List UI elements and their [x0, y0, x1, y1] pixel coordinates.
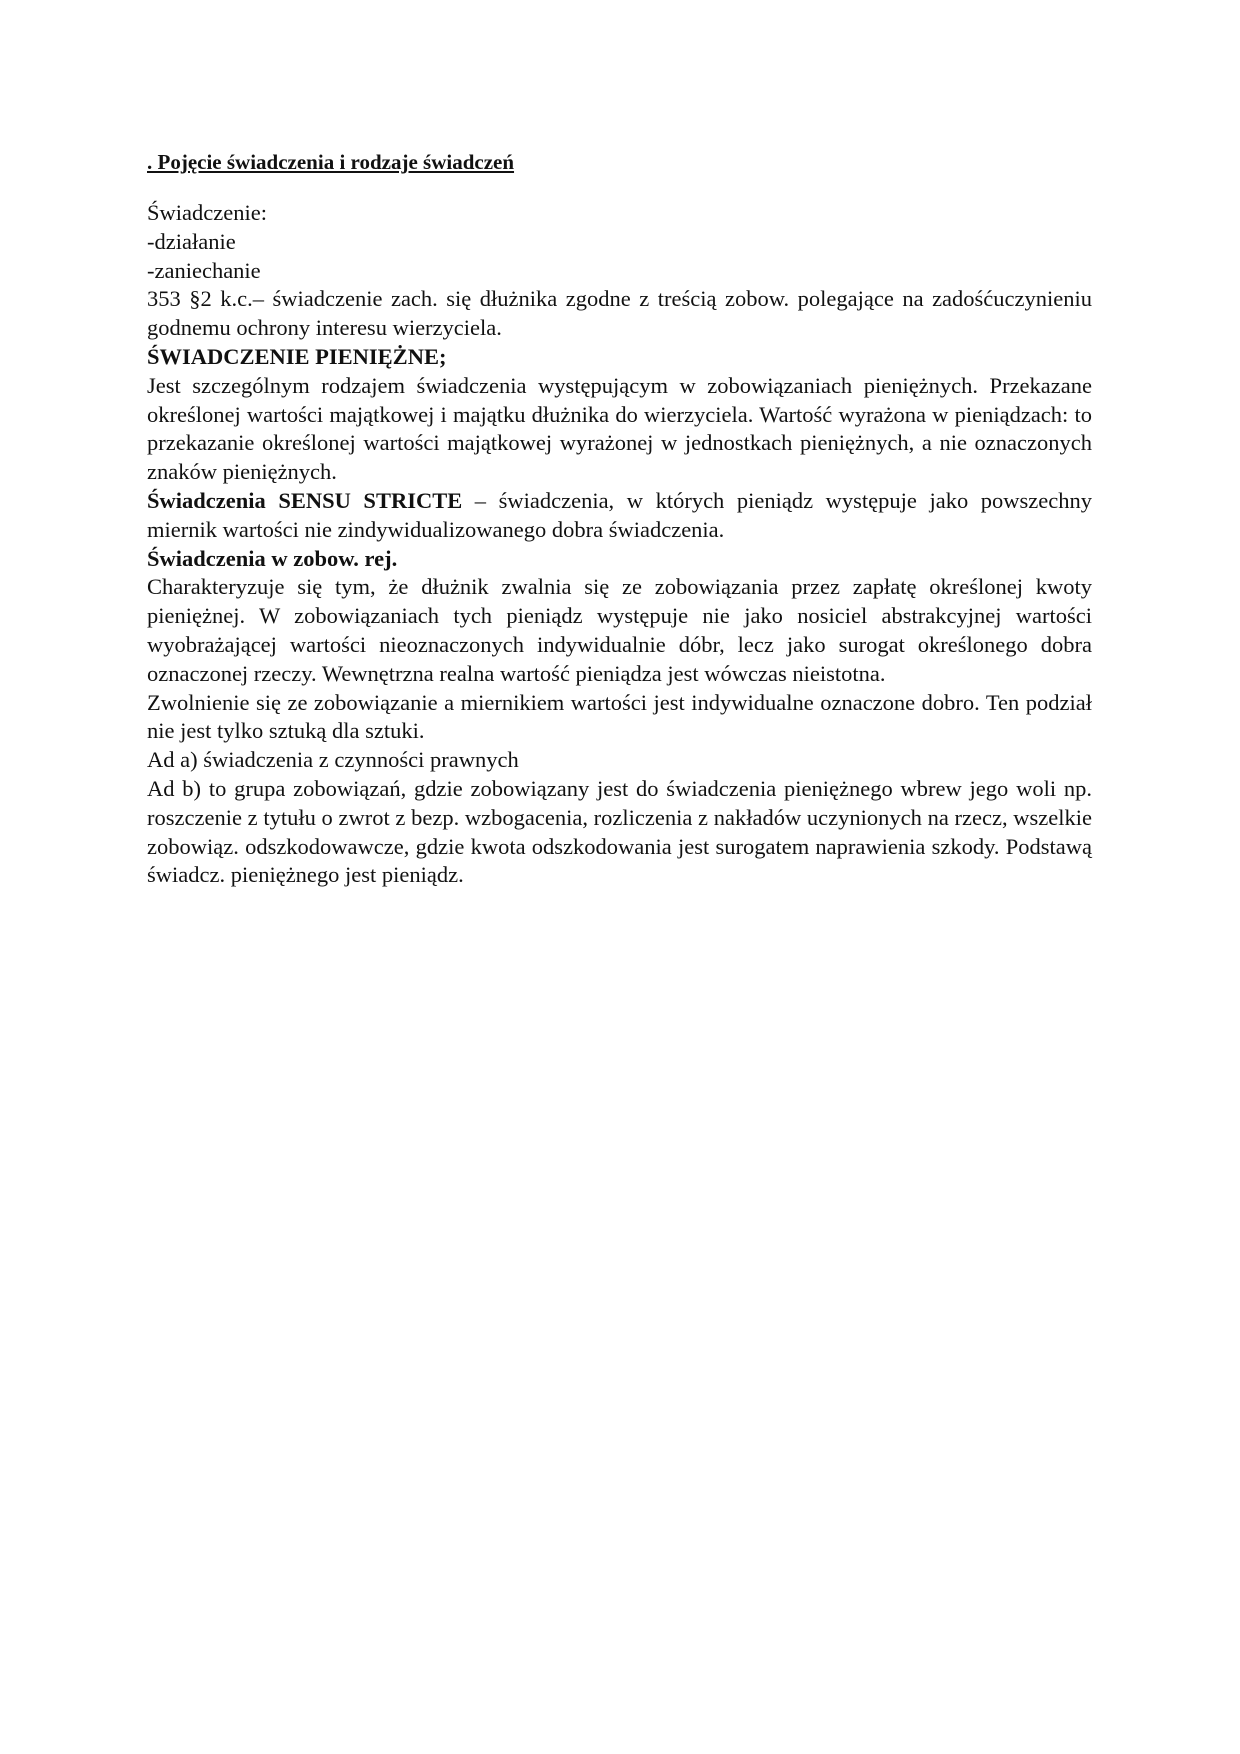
list-item: -zaniechanie [147, 257, 261, 283]
document-page [147, 148, 1092, 890]
ad-b-paragraph: Ad b) to grupa zobowiązań, gdzie zobowiązany jest do świadczenia pieniężnego wbrew jego woli np. roszczenie z tytułu o zwrot z bezp. wzbogacenia, rozliczenia z nakładów uczynionych na rzecz, wszelkie zobowiąz. odszkodowawcze, gdzie kwota odszkodowania jest surogatem naprawienia szkody. Podstawą świadcz. pieniężnego jest pieniądz. [147, 775, 1092, 888]
document-title: . Pojęcie świadczenia i rodzaje świadczeń [147, 150, 515, 174]
section-text-zobow-2: Zwolnienie się ze zobowiązanie a miernikiem wartości jest indywidualne oznaczone dobro. Ten podział nie jest tylko sztuką dla sztuki. [147, 689, 1092, 744]
section-text-zobow: Charakteryzuje się tym, że dłużnik zwalnia się ze zobowiązania przez zapłatę określonej kwoty pieniężnej. W zobowiązaniach tych pieniądz występuje nie jako nosiciel abstrakcyjnej wartości wyobrażającej wartości nieoznaczonych indywidualnie dóbr, lecz jako surogat określonego dobra oznaczonej rzeczy. Wewnętrzna realna wartość pieniądza jest wówczas nieistotna. [147, 574, 1092, 686]
definition-paragraph: 353 §2 k.c.– świadczenie zach. się dłużnika zgodne z treścią zobow. polegające na zadośćuczynieniu godnemu ochrony interesu wierzyciela. [147, 286, 1092, 341]
section-text-stricte: – świadczenia, w których pieniądz występuje jako powszechny miernik wartości nie zindywidualizowanego dobra świadczenia. [147, 487, 1092, 542]
section-heading-stricte: Świadczenia SENSU STRICTE [147, 487, 463, 513]
section-heading-zobow: Świadczenia w zobow. rej. [147, 545, 398, 571]
section-paragraph-stricte [147, 487, 1092, 545]
section-text-money: Jest szczególnym rodzajem świadczenia występującym w zobowiązaniach pieniężnych. Przekazane określonej wartości majątkowej i majątku dłużnika do wierzyciela. Wartość wyrażona w pieniądzach: to przekazanie określonej wartości majątkowej wyrażonej w jednostkach pieniężnych, a nie oznaczonych znaków pieniężnych. [147, 372, 1092, 485]
list-item: -działanie [147, 228, 236, 254]
list-label: Świadczenie: [147, 200, 267, 225]
section-heading-money: ŚWIADCZENIE PIENIĘŻNE; [147, 343, 447, 369]
ad-a-paragraph: Ad a) świadczenia z czynności prawnych [147, 747, 519, 773]
